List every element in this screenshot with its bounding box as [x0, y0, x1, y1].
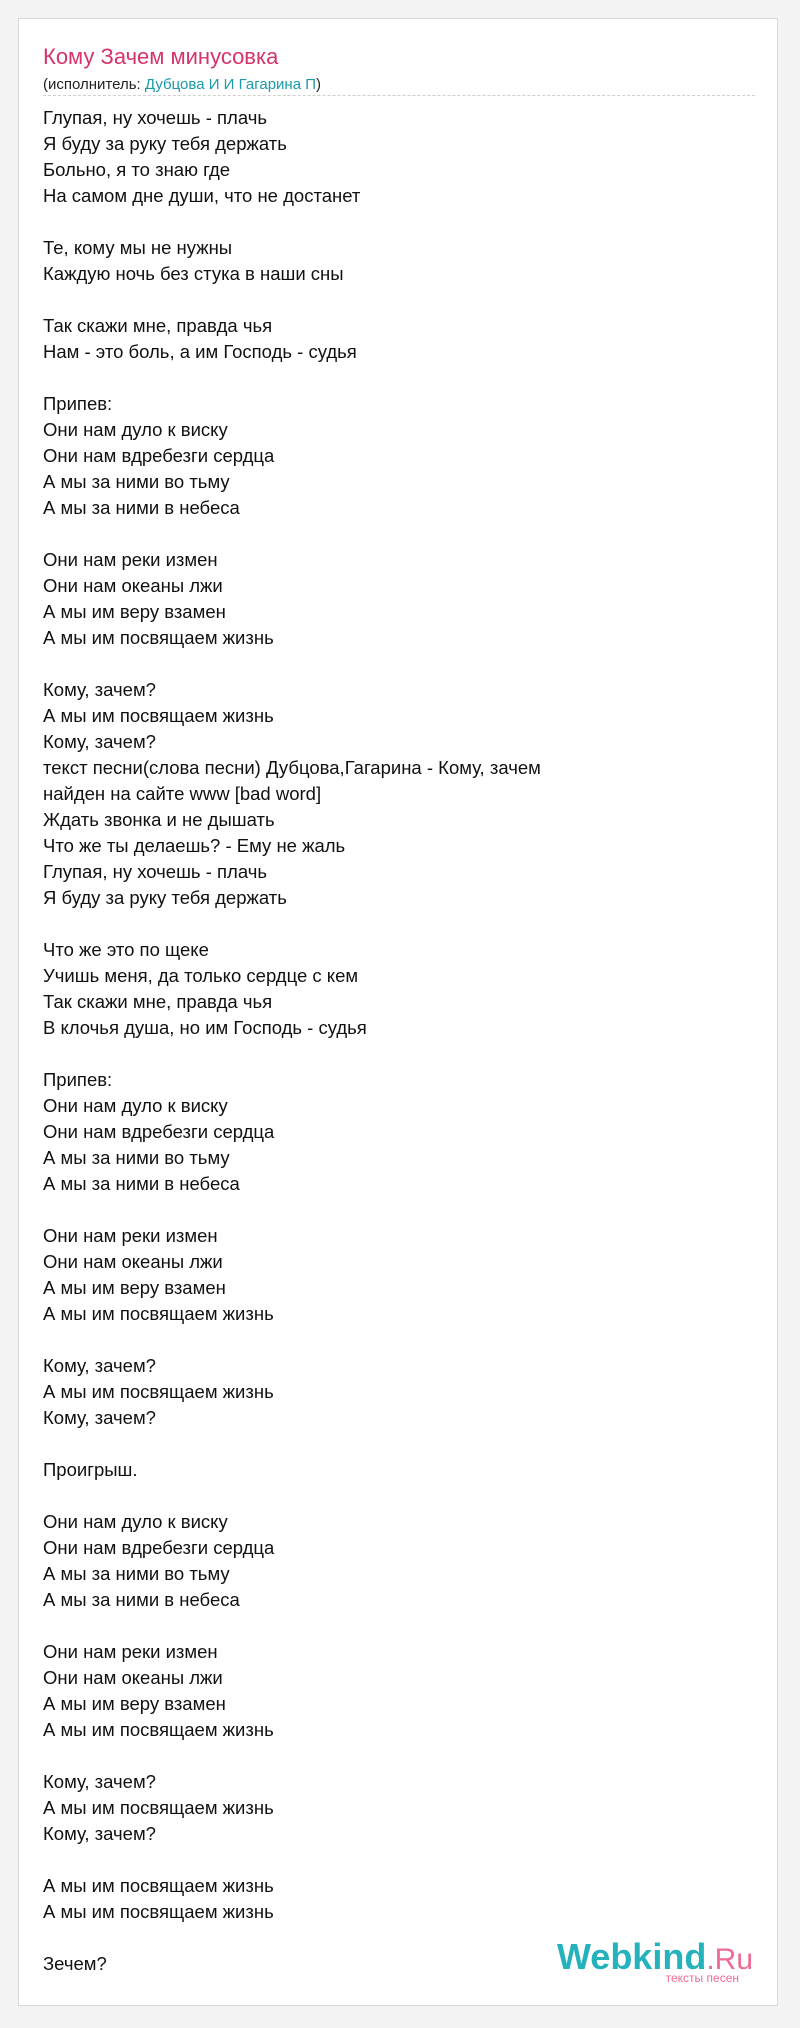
lyric-blank-line: [43, 911, 753, 937]
lyric-line: Они нам вдребезги сердца: [43, 1537, 275, 1558]
logo-tagline: тексты песен: [665, 1971, 739, 1985]
lyric-line: А мы им посвящаем жизнь: [43, 1797, 274, 1818]
lyrics-card: [18, 18, 778, 2006]
lyric-line: Кому, зачем?: [43, 1355, 156, 1376]
lyric-line: Кому, зачем?: [43, 679, 156, 700]
lyric-line: А мы им веру взамен: [43, 1693, 226, 1714]
lyric-line: А мы за ними в небеса: [43, 497, 240, 518]
logo-brand: Webkind: [556, 1936, 707, 1977]
lyric-line: А мы за ними во тьму: [43, 471, 230, 492]
lyric-line: Они нам вдребезги сердца: [43, 445, 275, 466]
lyric-line: А мы им посвящаем жизнь: [43, 627, 274, 648]
lyric-line: Припев:: [43, 1069, 113, 1090]
lyric-line: Я буду за руку тебя держать: [43, 133, 287, 154]
song-title: Кому Зачем минусовка: [43, 44, 279, 69]
lyric-line: найден на сайте www [bad word]: [43, 783, 322, 804]
title-divider: [43, 95, 755, 96]
lyric-line: А мы им посвящаем жизнь: [43, 705, 274, 726]
lyric-line: А мы за ними во тьму: [43, 1563, 230, 1584]
lyric-line: Они нам океаны лжи: [43, 575, 223, 596]
lyric-line: Глупая, ну хочешь - плачь: [43, 107, 267, 128]
lyric-line: Так скажи мне, правда чья: [43, 991, 273, 1012]
lyric-line: Больно, я то знаю где: [43, 159, 231, 180]
lyric-blank-line: [43, 365, 753, 391]
lyric-blank-line: [43, 1847, 753, 1873]
lyric-blank-line: [43, 1613, 753, 1639]
lyric-line: Глупая, ну хочешь - плачь: [43, 861, 267, 882]
logo-tld: .Ru: [706, 1943, 753, 1976]
lyric-blank-line: [43, 287, 753, 313]
lyric-blank-line: [43, 209, 753, 235]
lyric-line: Они нам реки измен: [43, 1641, 218, 1662]
lyric-line: Кому, зачем?: [43, 1823, 156, 1844]
lyric-blank-line: [43, 1197, 753, 1223]
lyric-line: Каждую ночь без стука в наши сны: [43, 263, 344, 284]
lyric-line: Кому, зачем?: [43, 1771, 156, 1792]
lyric-line: А мы за ними во тьму: [43, 1147, 230, 1168]
lyric-line: А мы им посвящаем жизнь: [43, 1381, 274, 1402]
lyric-line: В клочья душа, но им Господь - судья: [43, 1017, 367, 1038]
lyric-line: А мы им посвящаем жизнь: [43, 1719, 274, 1740]
lyric-line: На самом дне души, что не достанет: [43, 185, 361, 206]
lyric-line: А мы за ними в небеса: [43, 1173, 240, 1194]
lyric-line: Они нам вдребезги сердца: [43, 1121, 275, 1142]
lyric-blank-line: [43, 1483, 753, 1509]
lyric-line: Они нам дуло к виску: [43, 1095, 228, 1116]
lyric-line: Кому, зачем?: [43, 1407, 156, 1428]
lyric-line: Нам - это боль, а им Господь - судья: [43, 341, 357, 362]
lyric-line: А мы им посвящаем жизнь: [43, 1303, 274, 1324]
lyric-line: Я буду за руку тебя держать: [43, 887, 287, 908]
lyric-line: Кому, зачем?: [43, 731, 156, 752]
lyric-line: текст песни(слова песни) Дубцова,Гагарина - Кому, зачем: [43, 757, 541, 778]
lyric-line: Те, кому мы не нужны: [43, 237, 233, 258]
lyric-line: Так скажи мне, правда чья: [43, 315, 273, 336]
lyric-line: Зечем?: [43, 1953, 107, 1974]
lyric-line: Они нам океаны лжи: [43, 1251, 223, 1272]
lyric-blank-line: [43, 521, 753, 547]
lyric-line: Проигрыш.: [43, 1459, 138, 1480]
lyric-line: А мы им посвящаем жизнь: [43, 1901, 274, 1922]
artist-line: [43, 75, 321, 95]
lyric-line: Припев:: [43, 393, 113, 414]
lyric-line: Ждать звонка и не дышать: [43, 809, 275, 830]
artist-link[interactable]: Дубцова И И Гагарина П: [144, 76, 316, 93]
lyric-line: Что же ты делаешь? - Ему не жаль: [43, 835, 346, 856]
lyrics-text: [43, 105, 753, 1977]
lyric-blank-line: [43, 1041, 753, 1067]
site-logo[interactable]: [556, 1936, 753, 1985]
lyric-blank-line: [43, 1431, 753, 1457]
lyric-blank-line: [43, 1743, 753, 1769]
lyric-line: Они нам океаны лжи: [43, 1667, 223, 1688]
lyric-line: Что же это по щеке: [43, 939, 209, 960]
lyric-line: Они нам дуло к виску: [43, 419, 228, 440]
lyric-line: Они нам реки измен: [43, 549, 218, 570]
lyric-blank-line: [43, 1327, 753, 1353]
lyric-line: А мы им посвящаем жизнь: [43, 1875, 274, 1896]
lyric-line: Учишь меня, да только сердце с кем: [43, 965, 359, 986]
lyric-line: Они нам дуло к виску: [43, 1511, 228, 1532]
lyric-line: А мы за ними в небеса: [43, 1589, 240, 1610]
lyric-line: А мы им веру взамен: [43, 1277, 226, 1298]
lyric-line: А мы им веру взамен: [43, 601, 226, 622]
artist-suffix: ): [316, 76, 321, 93]
lyric-blank-line: [43, 651, 753, 677]
lyric-line: Они нам реки измен: [43, 1225, 218, 1246]
artist-prefix: (исполнитель:: [43, 76, 145, 93]
